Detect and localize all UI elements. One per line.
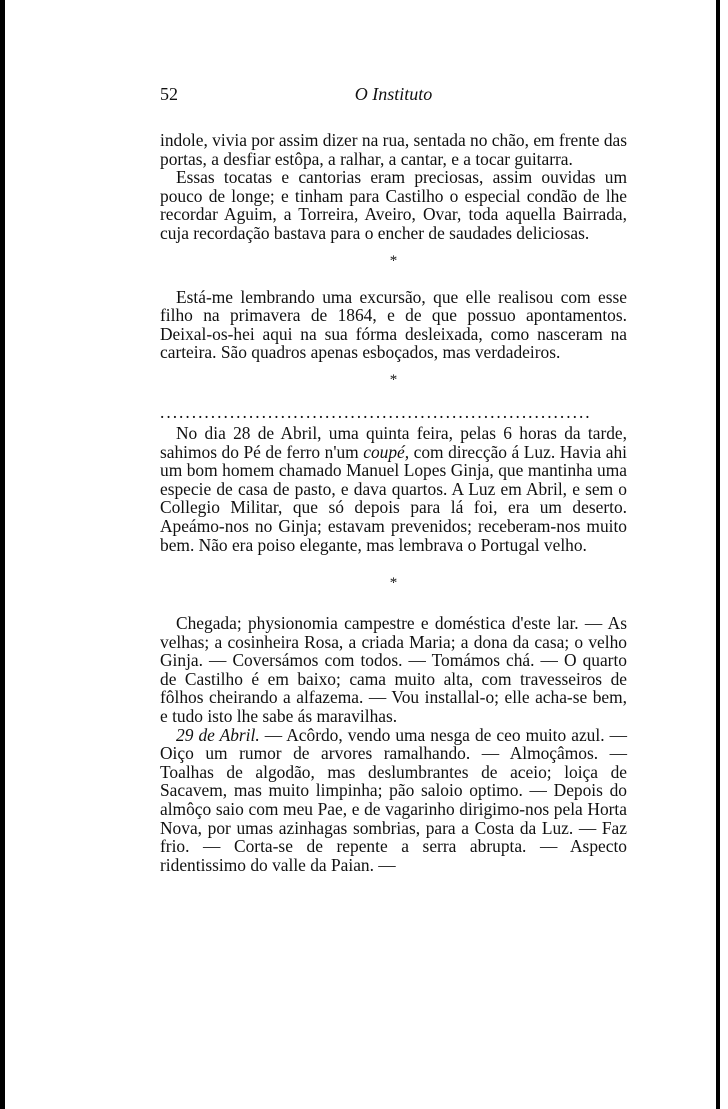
paragraph-4	[160, 424, 627, 554]
paragraph-6-text: — Acôrdo, vendo uma nesga de ceo muito azul. — Oiço um rumor de arvores ramalhando. — Almoçâmos. — Toalhas de algodão, mas deslumbrantes de aceio; loiça de Sacavem, mas muito limpinha; pão saloio optimo. — Depois do almôço saio com meu Pae, e de vagarinho dirigimo-nos pela Horta Nova, por umas azinhagas sombrias, para a Costa da Luz. — Faz frio. — Corta-se de repente a serra abrupta. — Aspecto ridentissimo do valle da Paian. —	[160, 724, 627, 875]
section-separator: *	[389, 371, 398, 388]
paragraph-1: indole, vivia por assim dizer na rua, sentada no chão, em frente das portas, a desfiar estôpa, a ralhar, a cantar, e a tocar guitarra.	[160, 130, 627, 169]
paragraph-2: Essas tocatas e cantorias eram preciosas, assim ouvidas um pouco de longe; e tinham para Castilho o especial condão de lhe recordar Aguim, a Torreira, Aveiro, Ovar, toda aquella Bairrada, cuja recordação bastava para o encher de saudades deliciosas.	[160, 167, 627, 243]
page-body	[160, 131, 627, 874]
page-frame-right	[716, 0, 720, 1109]
paragraph-4-text-end: com direcção á Luz. Havia ahi um bom homem chamado Manuel Lopes Ginja, que mantinha uma especie de casa de pasto, e dava quartos. A Luz em Abril, e sem o Collegio Militar, que só depois para lá foi, era um deserto. Apeámo-nos no Ginja; estavam prevenidos; receberam-nos muito bem. Não era poiso elegante, mas lembrava o Portugal velho.	[160, 441, 627, 555]
running-head	[160, 84, 627, 108]
section-separator: *	[389, 252, 398, 269]
section-separator: *	[389, 575, 398, 592]
paragraph-3: Está-me lembrando uma excursão, que elle realisou com esse filho na primavera de 1864, e de que possuo apontamentos. Deixal-os-hei aqui na sua fórma desleixada, como nasceram na carteira. São quadros apenas esboçados, mas verdadeiros.	[160, 286, 627, 363]
page	[160, 84, 627, 874]
diary-date: 29 de Abril.	[176, 724, 260, 745]
paragraph-5: Chegada; physionomia campestre e doméstica d'este lar. — As velhas; a cosinheira Rosa, a criada Maria; a dona da casa; o velho Ginja. — Coversámos com todos. — Tomámos chá. — O quarto de Castilho é em baixo; cama muito alta, com travesseiros de fôlhos cheirando a alfazema. — Vou installal-o; elle acha-se bem, e tudo isto lhe sabe ás maravilhas.	[160, 613, 627, 727]
paragraph-6	[160, 726, 627, 875]
page-frame-left	[0, 0, 5, 1109]
paragraph-4-text-start: No dia 28 de Abril, uma quinta feira, pelas 6 horas da tarde, sahimos do Pé de ferro n'um	[160, 422, 627, 462]
paragraph-4-emphasis: coupé,	[363, 441, 410, 462]
page-number: 52	[160, 84, 178, 104]
journal-title: O Instituto	[354, 84, 433, 104]
dotted-rule: ....................................................................	[160, 403, 592, 420]
